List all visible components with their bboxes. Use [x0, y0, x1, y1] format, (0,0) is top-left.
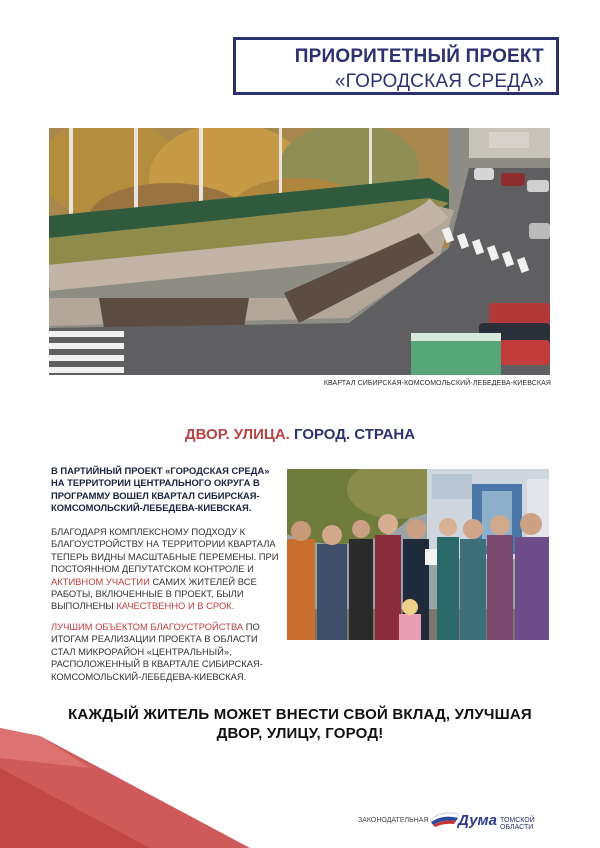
p2-text-c: САМИХ ЖИТЕЛЕЙ ВСЕ РАБОТЫ, ВКЛЮЧЕННЫЕ В ПРОЕКТ, БЫЛИ ВЫПОЛНЕНЫ: [51, 575, 257, 612]
p2-highlight-2: КАЧЕСТВЕННО И В СРОК.: [116, 600, 235, 612]
footer-text-right: ТОМСКОЙ ОБЛАСТИ: [500, 817, 535, 831]
closing-line-1: КАЖДЫЙ ЖИТЕЛЬ МОЖЕТ ВНЕСТИ СВОЙ ВКЛАД, УЛУЧШАЯ: [68, 706, 532, 723]
title-line-2: «ГОРОДСКАЯ СРЕДА»: [334, 71, 544, 92]
residents-meeting-photo: [287, 469, 549, 640]
slogan-part-2: ГОРОД. СТРАНА: [294, 426, 416, 443]
duma-logo-text: Дума: [458, 812, 497, 829]
decorative-corner-shape: [0, 728, 300, 848]
title-line-1: ПРИОРИТЕТНЫЙ ПРОЕКТ: [294, 46, 544, 67]
p2-text-a: БЛАГОДАРЯ КОМПЛЕКСНОМУ ПОДХОДУ К БЛАГОУСТРОЙСТВУ НА ТЕРРИТОРИИ КВАРТАЛА ТЕПЕРЬ ВИДНЫ МАСШТАБНЫЕ ПЕРЕМЕНЫ. ПРИ ПОСТОЯННОМ ДЕПУТАТСКОМ КОНТРОЛЕ И: [51, 526, 279, 575]
slogan-part-1: ДВОР. УЛИЦА.: [184, 426, 290, 443]
title-box: [233, 37, 559, 95]
p3-text: ПО ИТОГАМ РЕАЛИЗАЦИИ ПРОЕКТА В ОБЛАСТИ СТАЛ МИКРОРАЙОН «ЦЕНТРАЛЬНЫЙ», РАСПОЛОЖЕННЫЙ В КВАРТАЛЕ СИБИРСКАЯ-КОМСОМОЛЬСКИЙ-ЛЕБЕДЕВА-КИЕВСКАЯ.: [51, 621, 263, 682]
courtyard-photo: [49, 128, 550, 375]
slogan: [0, 426, 600, 443]
footer-logo-block: [358, 808, 568, 832]
photo-caption: КВАРТАЛ СИБИРСКАЯ-КОМСОМОЛЬСКИЙ-ЛЕБЕДЕВА-КИЕВСКАЯ: [323, 380, 551, 387]
body-paragraph-2: [51, 621, 281, 683]
p2-highlight-1: АКТИВНОМ УЧАСТИИ: [51, 575, 150, 587]
p3-highlight: ЛУЧШИМ ОБЪЕКТОМ БЛАГОУСТРОЙСТВА: [51, 621, 244, 632]
duma-logo: [428, 808, 498, 830]
footer-text-left: ЗАКОНОДАТЕЛЬНАЯ: [358, 817, 429, 824]
closing-line-2: ДВОР, УЛИЦУ, ГОРОД!: [216, 725, 384, 742]
intro-paragraph: В ПАРТИЙНЫЙ ПРОЕКТ «ГОРОДСКАЯ СРЕДА» НА ТЕРРИТОРИИ ЦЕНТРАЛЬНОГО ОКРУГА В ПРОГРАММУ ВОШЕЛ КВАРТАЛ СИБИРСКАЯ-КОМСОМОЛЬСКИЙ-ЛЕБЕДЕВА-КИЕВСКАЯ.: [51, 465, 270, 514]
body-paragraph-1: [51, 526, 281, 613]
